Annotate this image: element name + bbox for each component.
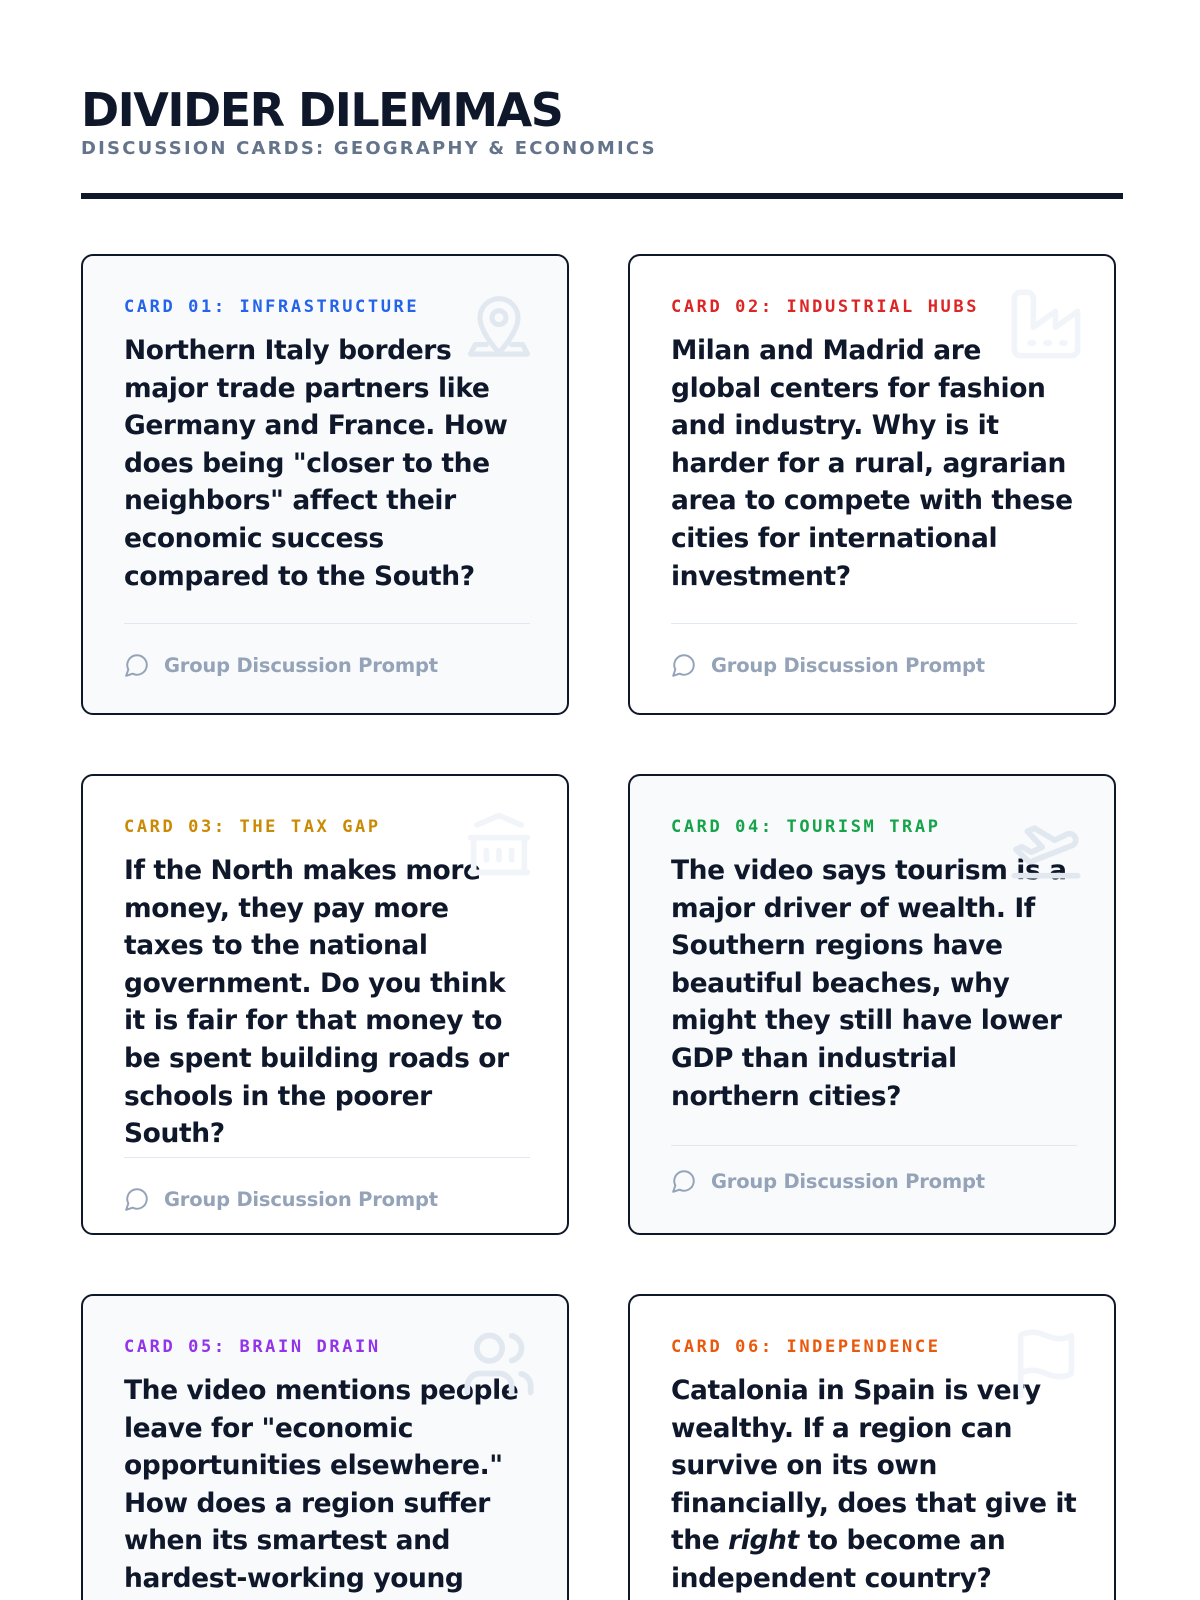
discussion-card-06	[628, 1294, 1116, 1600]
card-label: CARD 03: THE TAX GAP	[124, 817, 381, 837]
card-question	[671, 1372, 1077, 1598]
card-question: Milan and Madrid are global centers for fashion and industry. Why is it harder for a rural, agrarian area to compete with these cities for international investment?	[671, 335, 1073, 592]
footer-label: Group Discussion Prompt	[164, 1187, 438, 1211]
discussion-card-03	[81, 774, 569, 1235]
discussion-card-02	[628, 254, 1116, 715]
card-question: Northern Italy borders major trade partners like Germany and France. How does being "closer to the neighbors" affect their economic success compared to the South?	[124, 335, 508, 592]
chat-bubble-icon	[124, 652, 150, 678]
header-divider	[81, 193, 1123, 199]
bank-icon	[461, 806, 537, 882]
chat-bubble-icon	[671, 1168, 697, 1194]
card-footer	[671, 623, 1077, 678]
discussion-card-01	[81, 254, 569, 715]
card-label: CARD 05: BRAIN DRAIN	[124, 1337, 381, 1357]
card-footer	[124, 1157, 530, 1212]
users-icon	[461, 1326, 537, 1402]
plane-icon	[1008, 806, 1084, 882]
factory-icon	[1008, 286, 1084, 362]
question-text-start: Catalonia in Spain is very wealthy. If a region can survive on its own financially, does that give it the	[671, 1375, 1077, 1557]
card-label: CARD 06: INDEPENDENCE	[671, 1337, 941, 1357]
card-footer	[124, 623, 530, 678]
card-label: CARD 04: TOURISM TRAP	[671, 817, 941, 837]
chat-bubble-icon	[124, 1186, 150, 1212]
discussion-card-05	[81, 1294, 569, 1600]
card-label: CARD 02: INDUSTRIAL HUBS	[671, 297, 980, 317]
page-header	[81, 82, 1123, 159]
card-question: The video mentions people leave for "economic opportunities elsewhere." How does a region suffer when its smartest and hardest-working young	[124, 1375, 519, 1594]
card-question: If the North makes more money, they pay more taxes to the national government. Do you think it is fair for that money to be spent building roads or schools in the poorer South?	[124, 855, 509, 1150]
page-subtitle: DISCUSSION CARDS: GEOGRAPHY & ECONOMICS	[81, 138, 657, 159]
chat-bubble-icon	[671, 652, 697, 678]
footer-label: Group Discussion Prompt	[711, 1169, 985, 1193]
page-title: DIVIDER DILEMMAS	[81, 83, 563, 137]
footer-label: Group Discussion Prompt	[711, 653, 985, 677]
map-pin-icon	[461, 286, 537, 362]
card-label: CARD 01: INFRASTRUCTURE	[124, 297, 420, 317]
card-question: The video says tourism is a major driver of wealth. If Southern regions have beautiful beaches, why might they still have lower GDP than industrial northern cities?	[671, 855, 1067, 1112]
discussion-card-04	[628, 774, 1116, 1235]
question-text-end: to become an independent country?	[671, 1525, 1006, 1594]
flag-icon	[1008, 1326, 1084, 1402]
question-emphasis: right	[728, 1525, 799, 1557]
card-footer	[671, 1145, 1077, 1194]
footer-label: Group Discussion Prompt	[164, 653, 438, 677]
